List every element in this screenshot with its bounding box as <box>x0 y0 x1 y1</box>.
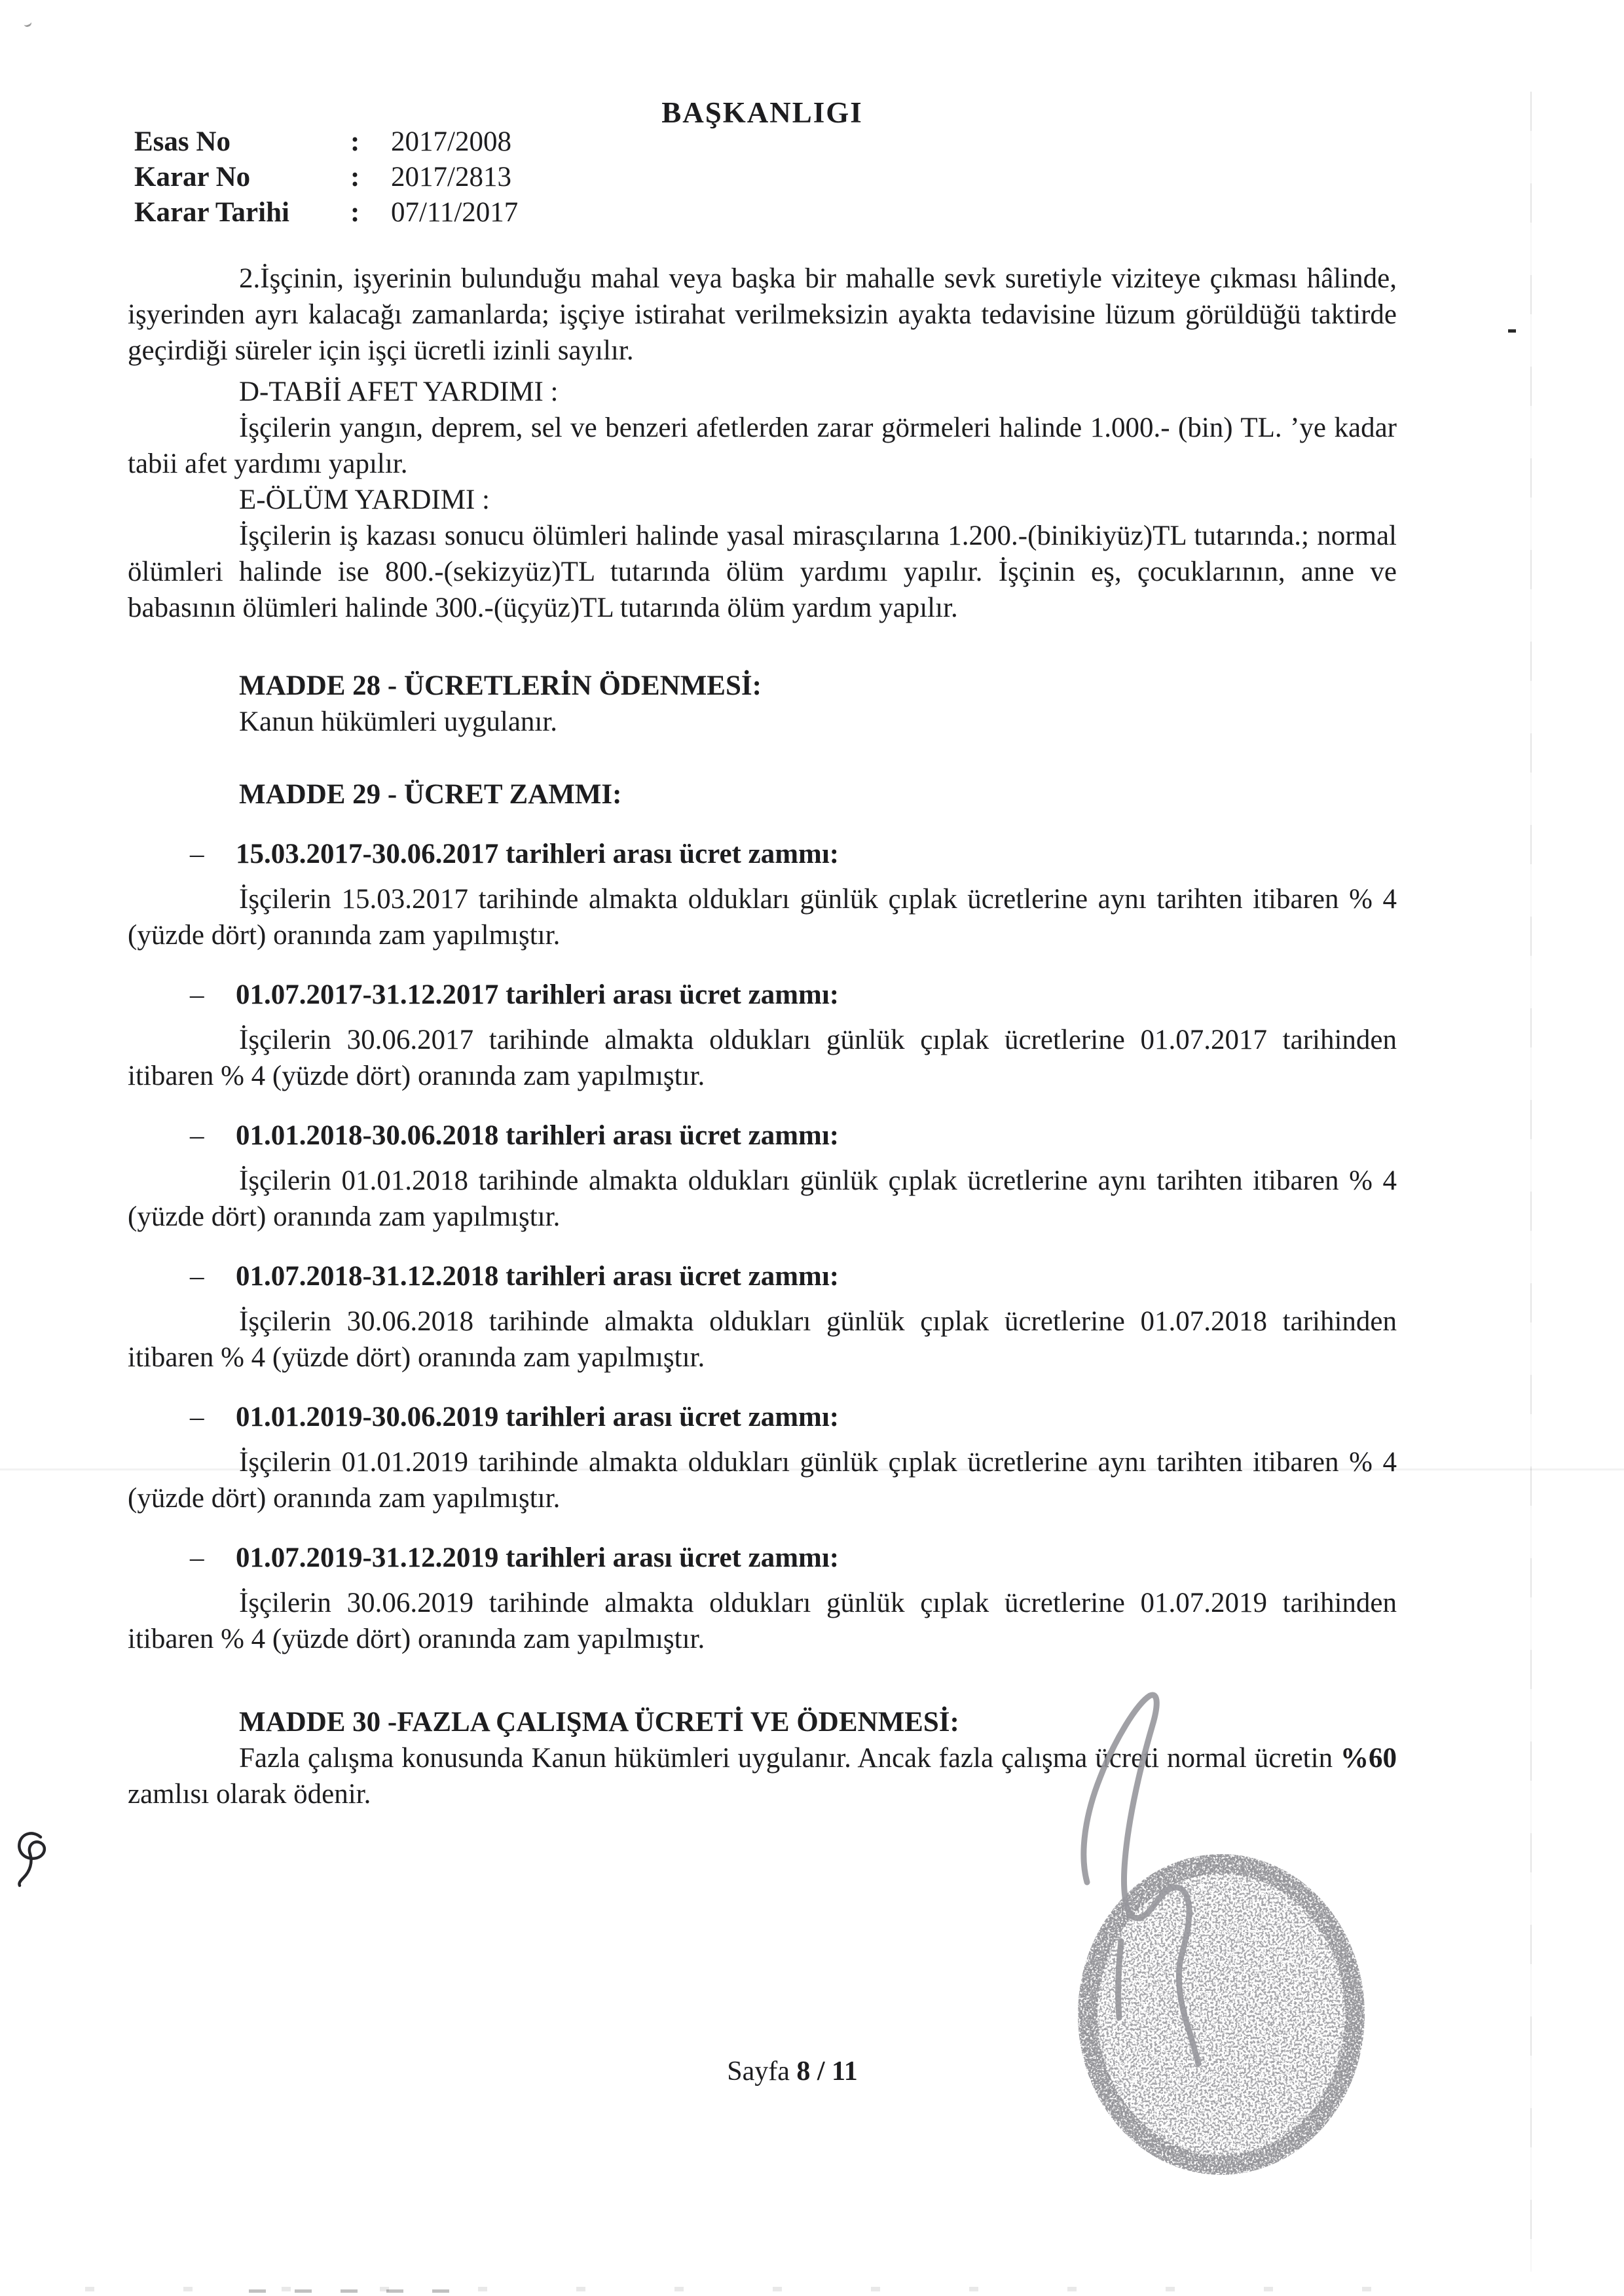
wage-increase-section <box>128 1118 1397 1235</box>
scan-artifact-bottom-dashes-dark <box>249 2289 471 2293</box>
wage-period-heading: 01.01.2018-30.06.2018 tarihleri arası ücret zammı: <box>236 1120 840 1151</box>
wage-increase-paragraph: İşçilerin 30.06.2018 tarihinde almakta oldukları günlük çıplak ücretlerine 01.07.2018 tarihinden itibaren % 4 (yüzde dört) oranında zam yapılmıştır. <box>128 1306 1397 1373</box>
case-field-value: 07/11/2017 <box>391 197 519 228</box>
case-info-block <box>134 124 518 230</box>
wage-period-heading: 01.07.2017-31.12.2017 tarihleri arası ücret zammı: <box>236 979 840 1010</box>
wage-period-heading: 01.07.2018-31.12.2018 tarihleri arası ücret zammı: <box>236 1261 840 1292</box>
document-body <box>128 261 1397 1812</box>
wage-period-heading-row <box>128 1399 1397 1435</box>
wage-period-heading-row <box>128 1118 1397 1154</box>
article-29-heading: MADDE 29 - ÜCRET ZAMMI: <box>239 779 622 810</box>
wage-increase-section <box>128 1258 1397 1376</box>
wage-increase-paragraph: İşçilerin 01.01.2018 tarihinde almakta oldukları günlük çıplak ücretlerine aynı tarihten itibaren % 4 (yüzde dört) oranında zam yapılmıştır. <box>128 1165 1397 1232</box>
wage-increase-section <box>128 1540 1397 1657</box>
death-aid-heading: E-ÖLÜM YARDIMI : <box>239 484 490 515</box>
article-28-body: Kanun hükümleri uygulanır. <box>239 706 558 737</box>
bullet-dash: – <box>190 1542 204 1573</box>
wage-increase-section <box>128 836 1397 953</box>
article-28-heading: MADDE 28 - ÜCRETLERİN ÖDENMESİ: <box>239 670 762 701</box>
article-30-body-start: Fazla çalışma konusunda Kanun hükümleri uygulanır. Ancak fazla çalışma ücreti normal ücretin <box>239 1743 1340 1774</box>
wage-period-heading: 15.03.2017-30.06.2017 tarihleri arası ücret zammı: <box>236 839 840 869</box>
scan-speck <box>22 18 32 27</box>
overtime-rate-value: %60 <box>1340 1743 1397 1774</box>
wage-increase-paragraph: İşçilerin 30.06.2019 tarihinde almakta oldukları günlük çıplak ücretlerine 01.07.2019 tarihinden itibaren % 4 (yüzde dört) oranında zam yapılmıştır. <box>128 1588 1397 1654</box>
wage-period-heading: 01.07.2019-31.12.2019 tarihleri arası ücret zammı: <box>236 1542 840 1573</box>
bullet-dash: – <box>190 1120 204 1151</box>
letterhead-title: BAŞKANLIGI <box>661 96 863 129</box>
disaster-aid-paragraph: İşçilerin yangın, deprem, sel ve benzeri afetlerden zarar görmeleri halinde 1.000.- (bin) TL. ’ye kadar tabii afet yardımı yapılır. <box>128 412 1397 479</box>
case-field-value: 2017/2813 <box>391 162 511 192</box>
wage-increase-section <box>128 977 1397 1094</box>
wage-increase-paragraph: İşçilerin 01.01.2019 tarihinde almakta oldukları günlük çıplak ücretlerine aynı tarihten itibaren % 4 (yüzde dört) oranında zam yapılmıştır. <box>128 1447 1397 1514</box>
colon-separator: : <box>350 197 360 228</box>
bullet-dash: – <box>190 1402 204 1432</box>
disaster-aid-heading: D-TABİİ AFET YARDIMI : <box>239 376 559 407</box>
bullet-dash: – <box>190 979 204 1010</box>
case-field-label: Esas No <box>134 126 231 157</box>
wage-period-heading-row <box>128 977 1397 1013</box>
death-aid-paragraph: İşçilerin iş kazası sonucu ölümleri halinde yasal mirasçılarına 1.200.-(binikiyüz)TL tutarında.; normal ölümleri halinde ise 800.-(sekizyüz)TL tutarında ölüm yardımı yapılır. İşçinin eş, çocuklarının, anne ve babasının ölümleri halinde 300.-(üçyüz)TL tutarında ölüm yardım yapılır. <box>128 520 1397 623</box>
page-number-prefix: Sayfa <box>727 2056 797 2086</box>
wage-period-heading-row <box>128 1258 1397 1294</box>
wage-increase-paragraph: İşçilerin 15.03.2017 tarihinde almakta oldukları günlük çıplak ücretlerine aynı tarihten itibaren % 4 (yüzde dört) oranında zam yapılmıştır. <box>128 884 1397 951</box>
colon-separator: : <box>350 126 360 157</box>
page-number-value: 8 / 11 <box>796 2056 858 2086</box>
handwritten-paraph-mark <box>10 1828 60 1891</box>
wage-increase-section <box>128 1399 1397 1516</box>
scan-artifact-vertical-line <box>1530 92 1532 2272</box>
scan-speck <box>1508 329 1516 333</box>
wage-period-heading-row <box>128 836 1397 872</box>
case-field-value: 2017/2008 <box>391 126 511 157</box>
scan-artifact-horizontal-streak <box>0 1468 1624 1470</box>
case-field-label: Karar Tarihi <box>134 197 289 228</box>
article-30-body-end: zamlısı olarak ödenir. <box>128 1779 371 1810</box>
colon-separator: : <box>350 162 360 192</box>
bullet-dash: – <box>190 1261 204 1292</box>
wage-period-heading-row <box>128 1540 1397 1576</box>
signature <box>1048 1663 1414 2095</box>
visit-clause-paragraph: 2.İşçinin, işyerinin bulunduğu mahal veya başka bir mahalle sevk suretiyle viziteye çıkması hâlinde, işyerinden ayrı kalacağı zamanlarda; işçiye istirahat verilmeksizin ayakta tedavisine lüzum görüldüğü taktirde geçirdiği süreler için işçi ücretli izinli sayılır. <box>128 263 1397 366</box>
wage-increase-paragraph: İşçilerin 30.06.2017 tarihinde almakta oldukları günlük çıplak ücretlerine 01.07.2017 tarihinden itibaren % 4 (yüzde dört) oranında zam yapılmıştır. <box>128 1025 1397 1091</box>
wage-period-heading: 01.01.2019-30.06.2019 tarihleri arası ücret zammı: <box>236 1402 840 1432</box>
case-field-label: Karar No <box>134 162 251 192</box>
article-30-heading: MADDE 30 -FAZLA ÇALIŞMA ÜCRETİ VE ÖDENMESİ: <box>239 1707 959 1738</box>
bullet-dash: – <box>190 839 204 869</box>
